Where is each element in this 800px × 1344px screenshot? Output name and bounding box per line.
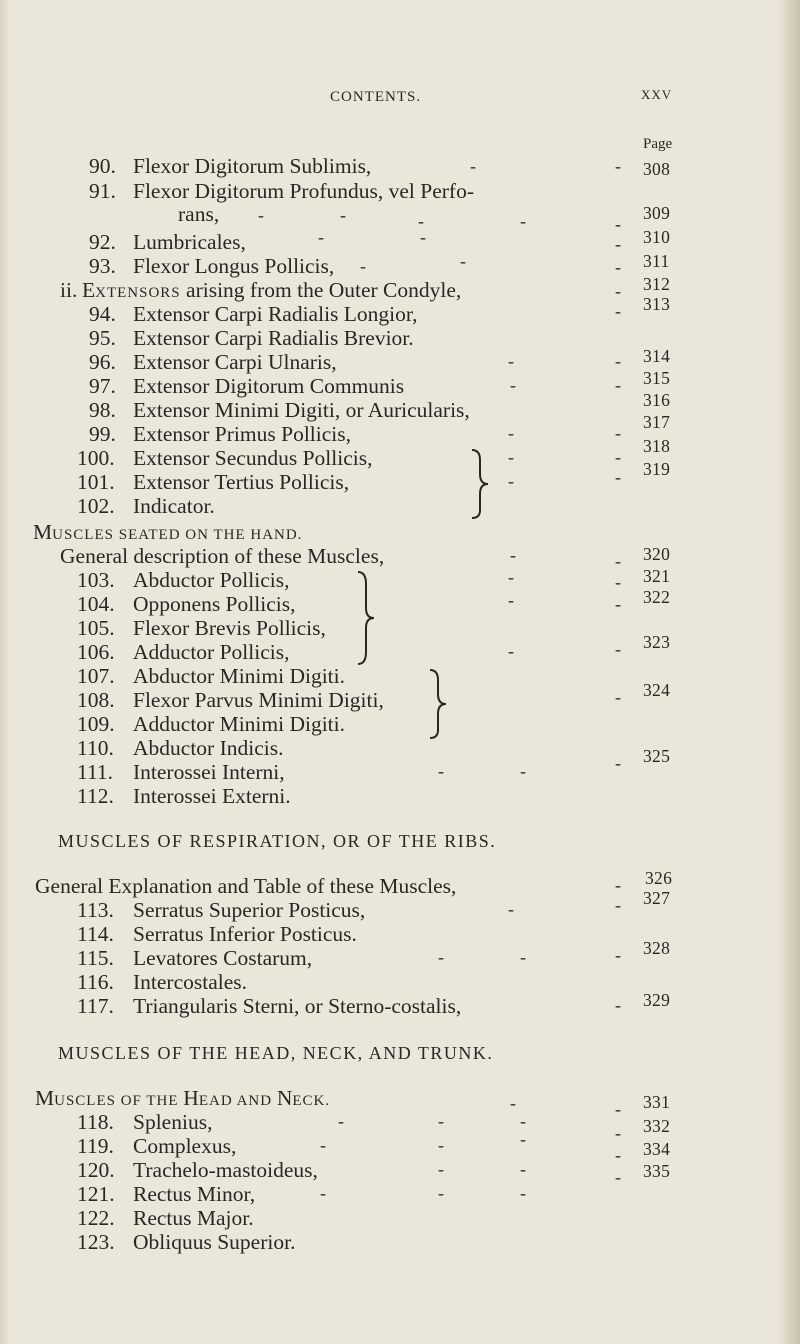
subsection-heading: MUSCLES OF THE HEAD AND NECK.: [35, 1086, 331, 1110]
entry-number: 122.: [77, 1206, 115, 1230]
page-gutter-shadow: [0, 0, 10, 1344]
leader-dash: -: [615, 1099, 621, 1119]
entry-page: 308: [643, 159, 671, 179]
subgroup-numeral: ii.: [60, 278, 78, 302]
entry-title: Interossei Interni,: [133, 760, 285, 784]
leader-dash: -: [470, 156, 476, 176]
entry-title: Extensor Primus Pollicis,: [133, 422, 351, 446]
leader-dash: -: [520, 1183, 526, 1203]
entry-title: Extensor Carpi Radialis Brevior.: [133, 326, 414, 350]
entry-page: 325: [643, 746, 671, 766]
entry-number: 109.: [77, 712, 115, 736]
leader-dash: -: [615, 572, 621, 592]
entry-page: 332: [643, 1116, 671, 1136]
leader-dash: -: [615, 639, 621, 659]
leader-dash: -: [615, 753, 621, 773]
entry-page: 320: [643, 544, 671, 564]
leader-dash: -: [520, 1159, 526, 1179]
entry-page: 312: [643, 274, 671, 294]
entry-title: Adductor Pollicis,: [133, 640, 290, 664]
entry-number: 96.: [89, 350, 116, 374]
entry-title: Abductor Minimi Digiti.: [133, 664, 346, 688]
entry-title: Extensor Carpi Ulnaris,: [133, 350, 337, 374]
leader-dash: -: [615, 301, 621, 321]
running-header-title: CONTENTS.: [330, 89, 422, 105]
entry-number: 95.: [89, 326, 116, 350]
entry-title: Interossei Externi.: [133, 784, 291, 808]
leader-dash: -: [615, 875, 621, 895]
leader-dash: -: [438, 1159, 444, 1179]
entry-title: Rectus Major.: [133, 1206, 254, 1230]
leader-dash: -: [508, 471, 514, 491]
leader-dash: -: [520, 761, 526, 781]
brace-right: [352, 570, 378, 666]
entry-title: Serratus Superior Posticus,: [133, 898, 366, 922]
entry-title: Complexus,: [133, 1134, 237, 1158]
leader-dash: -: [615, 214, 621, 234]
entry-title: Flexor Longus Pollicis,: [133, 254, 335, 278]
entry-title: Abductor Indicis.: [133, 736, 284, 760]
leader-dash: -: [615, 281, 621, 301]
entry-title: Serratus Inferior Posticus.: [133, 922, 357, 946]
entry-number: 119.: [77, 1134, 114, 1158]
entry-title: Adductor Minimi Digiti.: [133, 712, 346, 736]
entry-title: Abductor Pollicis,: [133, 568, 290, 592]
entry-number: 102.: [77, 494, 115, 518]
entry-title-continuation: rans,: [178, 202, 220, 226]
entry-page: 316: [643, 390, 671, 410]
entry-title: Lumbricales,: [133, 230, 246, 254]
leader-dash: -: [520, 1111, 526, 1131]
entry-number: 94.: [89, 302, 116, 326]
leader-dash: -: [508, 590, 514, 610]
entry-page: 318: [643, 436, 671, 456]
entry-page: 334: [643, 1139, 671, 1159]
entry-title: Levatores Costarum,: [133, 946, 313, 970]
entry-page: 327: [643, 888, 671, 908]
leader-dash: -: [615, 447, 621, 467]
section-title: MUSCLES OF RESPIRATION, OR OF THE RIBS.: [58, 831, 497, 851]
entry-number: 121.: [77, 1182, 115, 1206]
entry-number: 113.: [77, 898, 114, 922]
entry-page: 324: [643, 680, 671, 700]
entry-title: Opponens Pollicis,: [133, 592, 296, 616]
leader-dash: -: [508, 423, 514, 443]
entry-number: 93.: [89, 254, 116, 278]
running-header-roman-numeral: XXV: [641, 87, 673, 102]
brace-right: [468, 448, 494, 520]
leader-dash: -: [508, 447, 514, 467]
entry-title: Flexor Brevis Pollicis,: [133, 616, 326, 640]
leader-dash: -: [615, 351, 621, 371]
entry-title: Obliquus Superior.: [133, 1230, 296, 1254]
entry-number: 101.: [77, 470, 115, 494]
entry-title: Extensor Minimi Digiti, or Auricularis,: [133, 398, 470, 422]
entry-number: 110.: [77, 736, 114, 760]
leader-dash: -: [508, 351, 514, 371]
leader-dash: -: [438, 1135, 444, 1155]
entry-number: 99.: [89, 422, 116, 446]
leader-dash: -: [438, 1111, 444, 1131]
entry-title: Flexor Digitorum Sublimis,: [133, 154, 372, 178]
leader-dash: -: [615, 895, 621, 915]
entry-page: 329: [643, 990, 671, 1010]
leader-dash: -: [320, 1135, 326, 1155]
leader-dash: -: [615, 423, 621, 443]
leader-dash: -: [615, 995, 621, 1015]
leader-dash: -: [510, 1093, 516, 1113]
leader-dash: -: [508, 899, 514, 919]
leader-dash: -: [340, 205, 346, 225]
section-heading: MUSCLES SEATED ON THE HAND.: [33, 520, 303, 544]
subgroup-heading: EXTENSORS arising from the Outer Condyle,: [82, 278, 462, 302]
entry-title: General Explanation and Table of these Muscles,: [35, 874, 457, 898]
leader-dash: -: [460, 251, 466, 271]
leader-dash: -: [438, 947, 444, 967]
leader-dash: -: [420, 227, 426, 247]
entry-number: 117.: [77, 994, 114, 1018]
section-title: MUSCLES OF THE HEAD, NECK, AND TRUNK.: [58, 1043, 494, 1063]
entry-number: 91.: [89, 179, 116, 203]
entry-number: 120.: [77, 1158, 115, 1182]
leader-dash: -: [418, 211, 424, 231]
entry-number: 100.: [77, 446, 115, 470]
leader-dash: -: [615, 467, 621, 487]
leader-dash: -: [615, 257, 621, 277]
leader-dash: -: [510, 375, 516, 395]
entry-number: 98.: [89, 398, 116, 422]
leader-dash: -: [258, 205, 264, 225]
entry-number: 123.: [77, 1230, 115, 1254]
entry-page: 328: [643, 938, 671, 958]
page-column-label: Page: [643, 136, 673, 152]
entry-page: 319: [643, 459, 671, 479]
entry-number: 114.: [77, 922, 114, 946]
leader-dash: -: [520, 1129, 526, 1149]
entry-number: 105.: [77, 616, 115, 640]
entry-title: Trachelo-mastoideus,: [133, 1158, 318, 1182]
leader-dash: -: [338, 1111, 344, 1131]
entry-number: 106.: [77, 640, 115, 664]
entry-number: 90.: [89, 154, 116, 178]
leader-dash: -: [438, 1183, 444, 1203]
leader-dash: -: [615, 156, 621, 176]
leader-dash: -: [615, 234, 621, 254]
entry-number: 115.: [77, 946, 114, 970]
entry-page: 323: [643, 632, 671, 652]
entry-number: 108.: [77, 688, 115, 712]
leader-dash: -: [615, 945, 621, 965]
entry-page: 311: [643, 251, 670, 271]
leader-dash: -: [438, 761, 444, 781]
leader-dash: -: [615, 375, 621, 395]
entry-page: 315: [643, 368, 671, 388]
entry-number: 118.: [77, 1110, 114, 1134]
entry-page: 335: [643, 1161, 671, 1181]
entry-title: Extensor Digitorum Communis: [133, 374, 405, 398]
leader-dash: -: [615, 1145, 621, 1165]
entry-number: 103.: [77, 568, 115, 592]
entry-page: 322: [643, 587, 671, 607]
entry-number: 111.: [77, 760, 114, 784]
entry-title: Extensor Tertius Pollicis,: [133, 470, 350, 494]
leader-dash: -: [615, 687, 621, 707]
entry-page: 331: [643, 1092, 671, 1112]
entry-title: Extensor Carpi Radialis Longior,: [133, 302, 418, 326]
leader-dash: -: [520, 947, 526, 967]
leader-dash: -: [615, 1167, 621, 1187]
entry-title: Flexor Digitorum Profundus, vel Perfo-: [133, 179, 474, 203]
entry-page: 321: [643, 566, 671, 586]
entry-title: Extensor Secundus Pollicis,: [133, 446, 373, 470]
entry-page: 314: [643, 346, 671, 366]
entry-title: Flexor Parvus Minimi Digiti,: [133, 688, 384, 712]
entry-title: Splenius,: [133, 1110, 213, 1134]
entry-title: Rectus Minor,: [133, 1182, 256, 1206]
leader-dash: -: [520, 211, 526, 231]
leader-dash: -: [615, 1123, 621, 1143]
entry-page: 313: [643, 294, 671, 314]
brace-right: [426, 668, 452, 740]
entry-number: 97.: [89, 374, 116, 398]
entry-title: General description of these Muscles,: [60, 544, 385, 568]
leader-dash: -: [510, 545, 516, 565]
leader-dash: -: [615, 551, 621, 571]
entry-number: 104.: [77, 592, 115, 616]
entry-title: Triangularis Sterni, or Sterno-costalis,: [133, 994, 462, 1018]
entry-page: 309: [643, 203, 671, 223]
leader-dash: -: [320, 1183, 326, 1203]
leader-dash: -: [615, 594, 621, 614]
leader-dash: -: [360, 256, 366, 276]
entry-title: Indicator.: [133, 494, 215, 518]
leader-dash: -: [508, 641, 514, 661]
entry-page: 326: [645, 868, 673, 888]
leader-dash: -: [318, 227, 324, 247]
entry-page: 310: [643, 227, 671, 247]
entry-number: 116.: [77, 970, 114, 994]
entry-number: 107.: [77, 664, 115, 688]
entry-number: 112.: [77, 784, 114, 808]
entry-number: 92.: [89, 230, 116, 254]
page-edge-shadow: [778, 0, 800, 1344]
entry-title: Intercostales.: [133, 970, 248, 994]
leader-dash: -: [508, 567, 514, 587]
entry-page: 317: [643, 412, 671, 432]
